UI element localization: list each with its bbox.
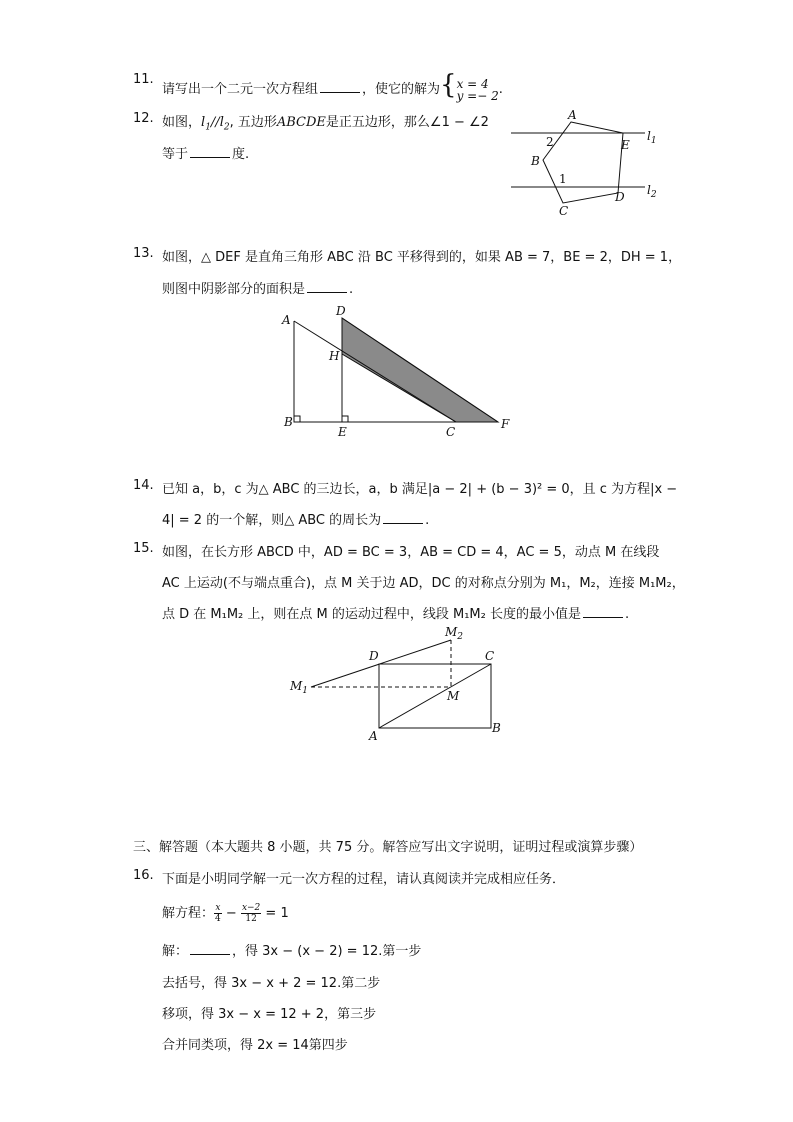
q14-line2 <box>162 509 429 528</box>
q16-minus: − <box>225 906 237 921</box>
q13-label-D: D <box>336 304 346 318</box>
q12-line2 <box>162 143 249 162</box>
q13-right-angle-E <box>342 416 348 422</box>
q15-label-A: A <box>369 729 378 740</box>
q13-line2-b: . <box>349 282 354 297</box>
q16-frac1 <box>214 903 222 924</box>
q13-side-DF <box>342 318 498 422</box>
q12-line1: 如图，$l_1//l_2$, 五边形ABCDE是正五边形，那么∠1 − ∠2 <box>162 115 489 133</box>
q15-blank[interactable] <box>583 616 623 618</box>
q13-side-AC <box>294 321 456 422</box>
q16-frac1-num: x <box>215 903 221 913</box>
q15-line2: AC 上运动(不与端点重合)，点 M 关于边 AD，DC 的对称点分别为 M₁，M₂，连接 M₁M₂， <box>162 576 685 591</box>
q16-eq-label: 解方程： <box>162 906 215 921</box>
q12-label-l2: $l_2$ <box>647 183 657 200</box>
q12-number: 12. <box>133 111 154 126</box>
q11-brace: { <box>440 70 457 100</box>
q15-diagonal-AC <box>379 664 491 728</box>
q15-label-D: D <box>369 649 379 663</box>
q16-step1-a: 解： <box>162 944 189 959</box>
q13-label-B: B <box>284 415 293 429</box>
q12-parallel: $l_1//l_2$ <box>201 115 230 133</box>
q15-label-C: C <box>485 649 495 663</box>
q14-blank[interactable] <box>383 522 423 524</box>
q16-number: 16. <box>133 868 154 883</box>
q13-label-A: A <box>282 313 291 327</box>
q12-line2-a: 等于 <box>162 147 189 162</box>
q13-right-angle-B <box>294 416 300 422</box>
q12-label-A: A <box>568 108 577 122</box>
q12-line1-c: 五边形 <box>237 115 277 130</box>
q15-label-M: M <box>447 689 460 703</box>
q12-label-l1: $l_1$ <box>647 129 657 146</box>
q13-blank[interactable] <box>307 291 347 293</box>
q15-line3-b: . <box>625 607 630 622</box>
q12-l1-sub: 1 <box>205 122 211 133</box>
q11-text <box>162 72 503 102</box>
q12-l2: l <box>219 115 224 130</box>
q13-label-C: C <box>446 425 456 439</box>
q16-equation <box>162 902 289 924</box>
q13-label-H: H <box>329 349 340 363</box>
q12-l2-sub: 2 <box>223 122 230 133</box>
q13-number: 13. <box>133 246 154 261</box>
q16-step1 <box>162 940 421 959</box>
q15-line3 <box>162 603 629 622</box>
q12-pentagon <box>543 122 623 203</box>
q13-line2 <box>162 278 353 297</box>
q15-label-M1: $M_1$ <box>290 679 309 696</box>
q12-label-1: 1 <box>559 172 567 186</box>
q16-intro: 下面是小明同学解一元一次方程的过程，请认真阅读并完成相应任务． <box>162 872 566 887</box>
q12-figure <box>505 105 675 220</box>
q12-label-2: 2 <box>546 135 554 149</box>
q15-label-M2: $M_2$ <box>445 625 464 642</box>
section3-title: 三、解答题（本大题共 8 小题，共 75 分。解答应写出文字说明，证明过程或演算步骤） <box>133 840 643 855</box>
q11-eq1: x = 4 <box>456 76 489 91</box>
q14-number: 14. <box>133 478 154 493</box>
q15-label-B: B <box>492 721 501 735</box>
q15-number: 15. <box>133 541 154 556</box>
q13-line2-a: 则图中阴影部分的面积是 <box>162 282 306 297</box>
q16-frac1-den: 4 <box>215 914 221 924</box>
q15-figure <box>285 622 515 740</box>
q11-end: . <box>498 82 503 97</box>
q14-line2-b: . <box>425 513 430 528</box>
q13-line1: 如图，△ DEF 是直角三角形 ABC 沿 BC 平移得到的，如果 AB = 7，BE = 2，DH = 1， <box>162 250 682 265</box>
q12-label-C: C <box>559 204 569 218</box>
q16-blank[interactable] <box>190 953 230 955</box>
q16-frac2-num: x−2 <box>241 903 261 913</box>
q13-label-F: F <box>501 417 510 431</box>
q15-line3-a: 点 D 在 M₁M₂ 上，则在点 M 的运动过程中，线段 M₁M₂ 长度的最小值是 <box>162 607 581 622</box>
q11-text-a: 请写出一个二元一次方程组 <box>162 82 319 97</box>
q13-figure <box>280 302 520 442</box>
q11-system <box>457 78 499 102</box>
q12-line2-b: 度. <box>232 147 250 162</box>
q16-eq-rhs: = 1 <box>265 906 289 921</box>
q11-blank[interactable] <box>320 91 360 93</box>
q16-step1-b: ，得 3x − (x − 2) = 12.第一步 <box>232 944 422 959</box>
q16-step2: 去括号，得 3x − x + 2 = 12.第二步 <box>162 976 381 991</box>
q12-label-D: D <box>615 190 625 204</box>
q16-frac2 <box>241 903 261 924</box>
q12-label-E: E <box>621 138 630 152</box>
q11-number: 11. <box>133 72 154 87</box>
q11-eq2: y =− 2 <box>456 88 499 103</box>
q15-line1: 如图，在长方形 ABCD 中，AD = BC = 3，AB = CD = 4，AC = 5，动点 M 在线段 <box>162 545 660 560</box>
q16-step3: 移项，得 3x − x = 12 + 2，第三步 <box>162 1007 377 1022</box>
q11-text-b: ，使它的解为 <box>362 82 441 97</box>
q12-pentagon-name: ABCDE <box>276 115 326 130</box>
q16-frac2-den: 12 <box>245 914 257 924</box>
q16-step4: 合并同类项，得 2x = 14第四步 <box>162 1038 348 1053</box>
q12-l1: l <box>201 115 206 130</box>
q14-line2-a: 4| = 2 的一个解，则△ ABC 的周长为 <box>162 513 382 528</box>
q14-line1: 已知 a，b，c 为△ ABC 的三边长，a，b 满足|a − 2| + (b − 3)² = 0，且 c 为方程|x − <box>162 482 678 497</box>
q12-line1-a: 如图， <box>162 115 202 130</box>
q12-blank[interactable] <box>190 156 230 158</box>
q12-line1-d: 是正五边形，那么∠1 − ∠2 <box>325 115 489 130</box>
q12-label-B: B <box>531 154 540 168</box>
q13-label-E: E <box>338 425 347 439</box>
